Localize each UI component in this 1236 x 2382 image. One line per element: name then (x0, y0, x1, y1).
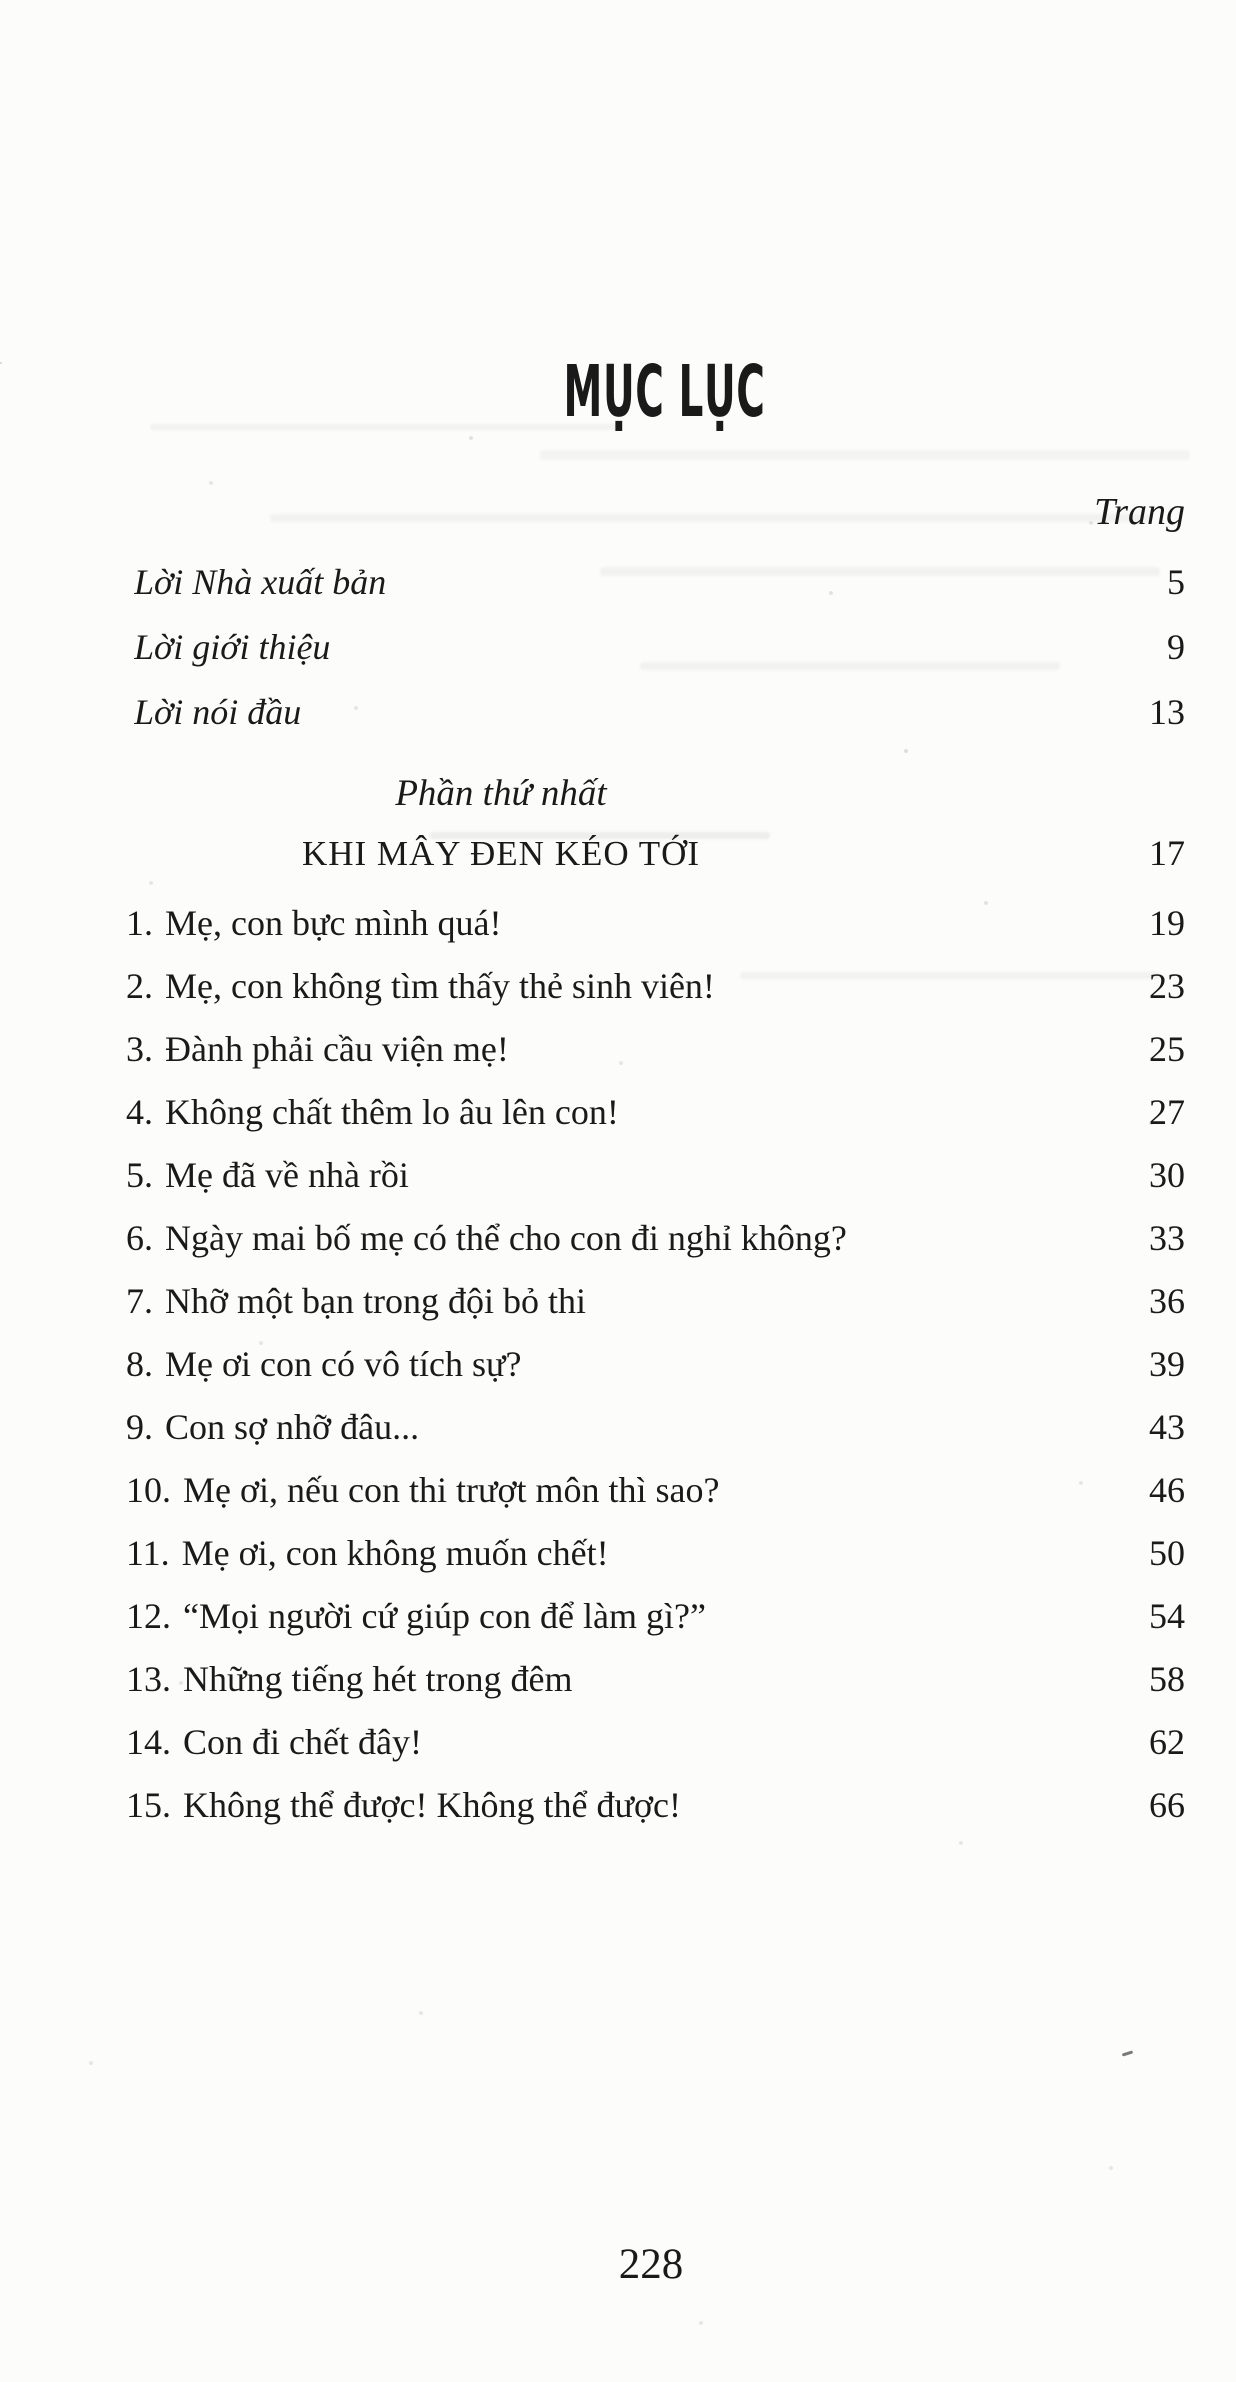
part-kicker: Phần thứ nhất (395, 773, 607, 814)
toc-row (126, 1081, 1185, 1144)
toc-entry-number: 10. (126, 1470, 171, 1510)
scan-artifact (540, 450, 1190, 460)
toc-entry-number: 12. (126, 1596, 171, 1636)
toc-entry-label: Lời Nhà xuất bản (134, 562, 387, 602)
toc-entry-number: 11. (126, 1533, 170, 1573)
toc-row (126, 1018, 1185, 1081)
toc-row (126, 1144, 1185, 1207)
toc-entry-label: Không thể được! Không thể được! (183, 1785, 681, 1825)
toc-entry-number: 5. (126, 1155, 153, 1195)
toc-row (126, 615, 1185, 680)
toc-page (0, 350, 1236, 2382)
toc-entry-number: 15. (126, 1785, 171, 1825)
toc-entry-page: 58 (1149, 1659, 1185, 1699)
toc-entry-number: 14. (126, 1722, 171, 1762)
front-matter-list (126, 550, 1185, 745)
page-column-header: Trang (1094, 491, 1185, 533)
toc-entry-label: Mẹ đã về nhà rồi (165, 1155, 409, 1195)
scan-stray-mark (1122, 2050, 1133, 2056)
page-column-header-row (126, 490, 1185, 534)
toc-entry-label: Không chất thêm lo âu lên con! (165, 1092, 619, 1132)
toc-entry-number: 1. (126, 903, 153, 943)
toc-entry-number: 7. (126, 1281, 153, 1321)
toc-entry-label: “Mọi người cứ giúp con để làm gì?” (183, 1596, 706, 1636)
chapter-list (126, 892, 1185, 1837)
toc-entry-page: 54 (1149, 1596, 1185, 1636)
toc-entry-page: 13 (1149, 692, 1185, 732)
toc-entry-page: 5 (1167, 562, 1185, 602)
toc-entry-number: 13. (126, 1659, 171, 1699)
toc-row (126, 892, 1185, 955)
toc-entry-label: Mẹ ơi, con không muốn chết! (181, 1533, 609, 1573)
toc-entry-label: Mẹ ơi, nếu con thi trượt môn thì sao? (183, 1470, 720, 1510)
part-page-number: 17 (1149, 833, 1185, 873)
toc-entry-label: Mẹ, con không tìm thấy thẻ sinh viên! (165, 966, 715, 1006)
toc-entry-label: Con đi chết đây! (183, 1722, 422, 1762)
toc-entry-label: Lời nói đầu (134, 692, 302, 732)
toc-entry-page: 46 (1149, 1470, 1185, 1510)
toc-entry-page: 23 (1149, 966, 1185, 1006)
toc-entry-page: 33 (1149, 1218, 1185, 1258)
toc-entry-label: Ngày mai bố mẹ có thể cho con đi nghỉ không? (165, 1218, 847, 1258)
page-folio: 228 (618, 2241, 684, 2288)
toc-entry-page: 66 (1149, 1785, 1185, 1825)
toc-row (126, 1270, 1185, 1333)
toc-row (126, 1396, 1185, 1459)
toc-row (126, 1648, 1185, 1711)
toc-row (126, 1333, 1185, 1396)
toc-entry-number: 4. (126, 1092, 153, 1132)
toc-row (126, 1774, 1185, 1837)
toc-entry-page: 25 (1149, 1029, 1185, 1069)
toc-entry-label: Đành phải cầu viện mẹ! (165, 1029, 509, 1069)
toc-entry-page: 36 (1149, 1281, 1185, 1321)
toc-entry-label: Mẹ ơi con có vô tích sự? (165, 1344, 522, 1384)
toc-entry-page: 27 (1149, 1092, 1185, 1132)
toc-row (126, 955, 1185, 1018)
part-title-row (126, 823, 1185, 884)
toc-row (126, 1207, 1185, 1270)
toc-entry-number: 9. (126, 1407, 153, 1447)
toc-entry-page: 9 (1167, 627, 1185, 667)
scan-speckle-texture (0, 362, 2, 364)
toc-entry-number: 6. (126, 1218, 153, 1258)
toc-row (126, 1459, 1185, 1522)
toc-entry-page: 62 (1149, 1722, 1185, 1762)
toc-entry-number: 3. (126, 1029, 153, 1069)
toc-entry-page: 43 (1149, 1407, 1185, 1447)
scan-artifact (150, 424, 620, 430)
toc-row (126, 1585, 1185, 1648)
toc-entry-page: 30 (1149, 1155, 1185, 1195)
toc-entry-page: 39 (1149, 1344, 1185, 1384)
toc-entry-label: Nhỡ một bạn trong đội bỏ thi (165, 1281, 587, 1321)
toc-row (126, 1711, 1185, 1774)
page-title: MỤC LỤC (563, 350, 766, 433)
toc-row (126, 680, 1185, 745)
toc-row (126, 1522, 1185, 1585)
toc-entry-label: Con sợ nhỡ đâu... (165, 1407, 420, 1447)
toc-entry-page: 19 (1149, 903, 1185, 943)
toc-entry-page: 50 (1149, 1533, 1185, 1573)
toc-entry-number: 2. (126, 966, 153, 1006)
toc-entry-label: Mẹ, con bực mình quá! (165, 903, 502, 943)
toc-entry-number: 8. (126, 1344, 153, 1384)
toc-row (126, 550, 1185, 615)
toc-entry-label: Lời giới thiệu (134, 627, 331, 667)
toc-entry-label: Những tiếng hét trong đêm (183, 1659, 573, 1699)
part-title: KHI MÂY ĐEN KÉO TỚI (301, 834, 701, 873)
